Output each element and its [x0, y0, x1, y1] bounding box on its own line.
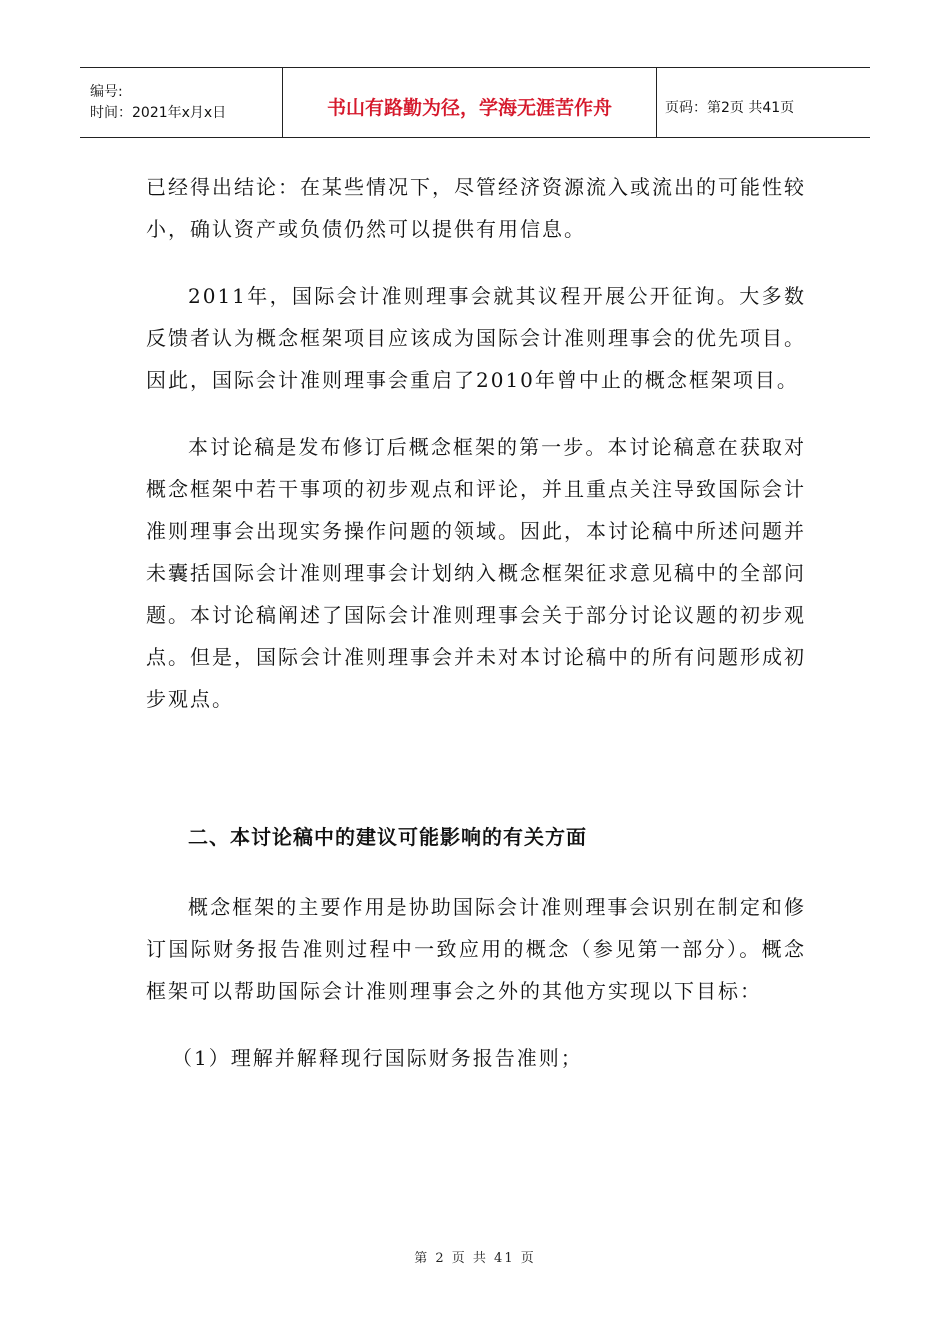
- paragraph-2: 2011年，国际会计准则理事会就其议程开展公开征询。大多数反馈者认为概念框架项目应该成为国际会计准则理事会的优先项目。因此，国际会计准则理事会重启了2010年曾中止的概念框架项目。: [146, 284, 806, 392]
- header-page-label: 页码：第2页 共41页: [665, 99, 795, 116]
- serial-label: 编号:: [90, 83, 123, 100]
- page-header: [80, 67, 870, 138]
- paragraph-4: 概念框架的主要作用是协助国际会计准则理事会识别在制定和修订国际财务报告准则过程中一致应用的概念（参见第一部分）。概念框架可以帮助国际会计准则理事会之外的其他方实现以下目标：: [146, 895, 806, 1003]
- section-heading: 二、本讨论稿中的建议可能影响的有关方面: [188, 825, 587, 849]
- list-item-1: （1）理解并解释现行国际财务报告准则；: [172, 1046, 583, 1070]
- time-label: 时间：2021年x月x日: [90, 104, 227, 121]
- header-motto: 书山有路勤为径，学海无涯苦作舟: [283, 68, 657, 137]
- paragraph-1: 已经得出结论：在某些情况下，尽管经济资源流入或流出的可能性较小，确认资产或负债仍然可以提供有用信息。: [146, 175, 806, 241]
- header-meta: [80, 68, 283, 137]
- document-body: [146, 166, 806, 1079]
- paragraph-3: 本讨论稿是发布修订后概念框架的第一步。本讨论稿意在获取对概念框架中若干事项的初步观点和评论，并且重点关注导致国际会计准则理事会出现实务操作问题的领域。因此，本讨论稿中所述问题并未囊括国际会计准则理事会计划纳入概念框架征求意见稿中的全部问题。本讨论稿阐述了国际会计准则理事会关于部分讨论议题的初步观点。但是，国际会计准则理事会并未对本讨论稿中的所有问题形成初步观点。: [146, 435, 806, 711]
- page-footer: 第 2 页 共 41 页: [414, 1251, 536, 1266]
